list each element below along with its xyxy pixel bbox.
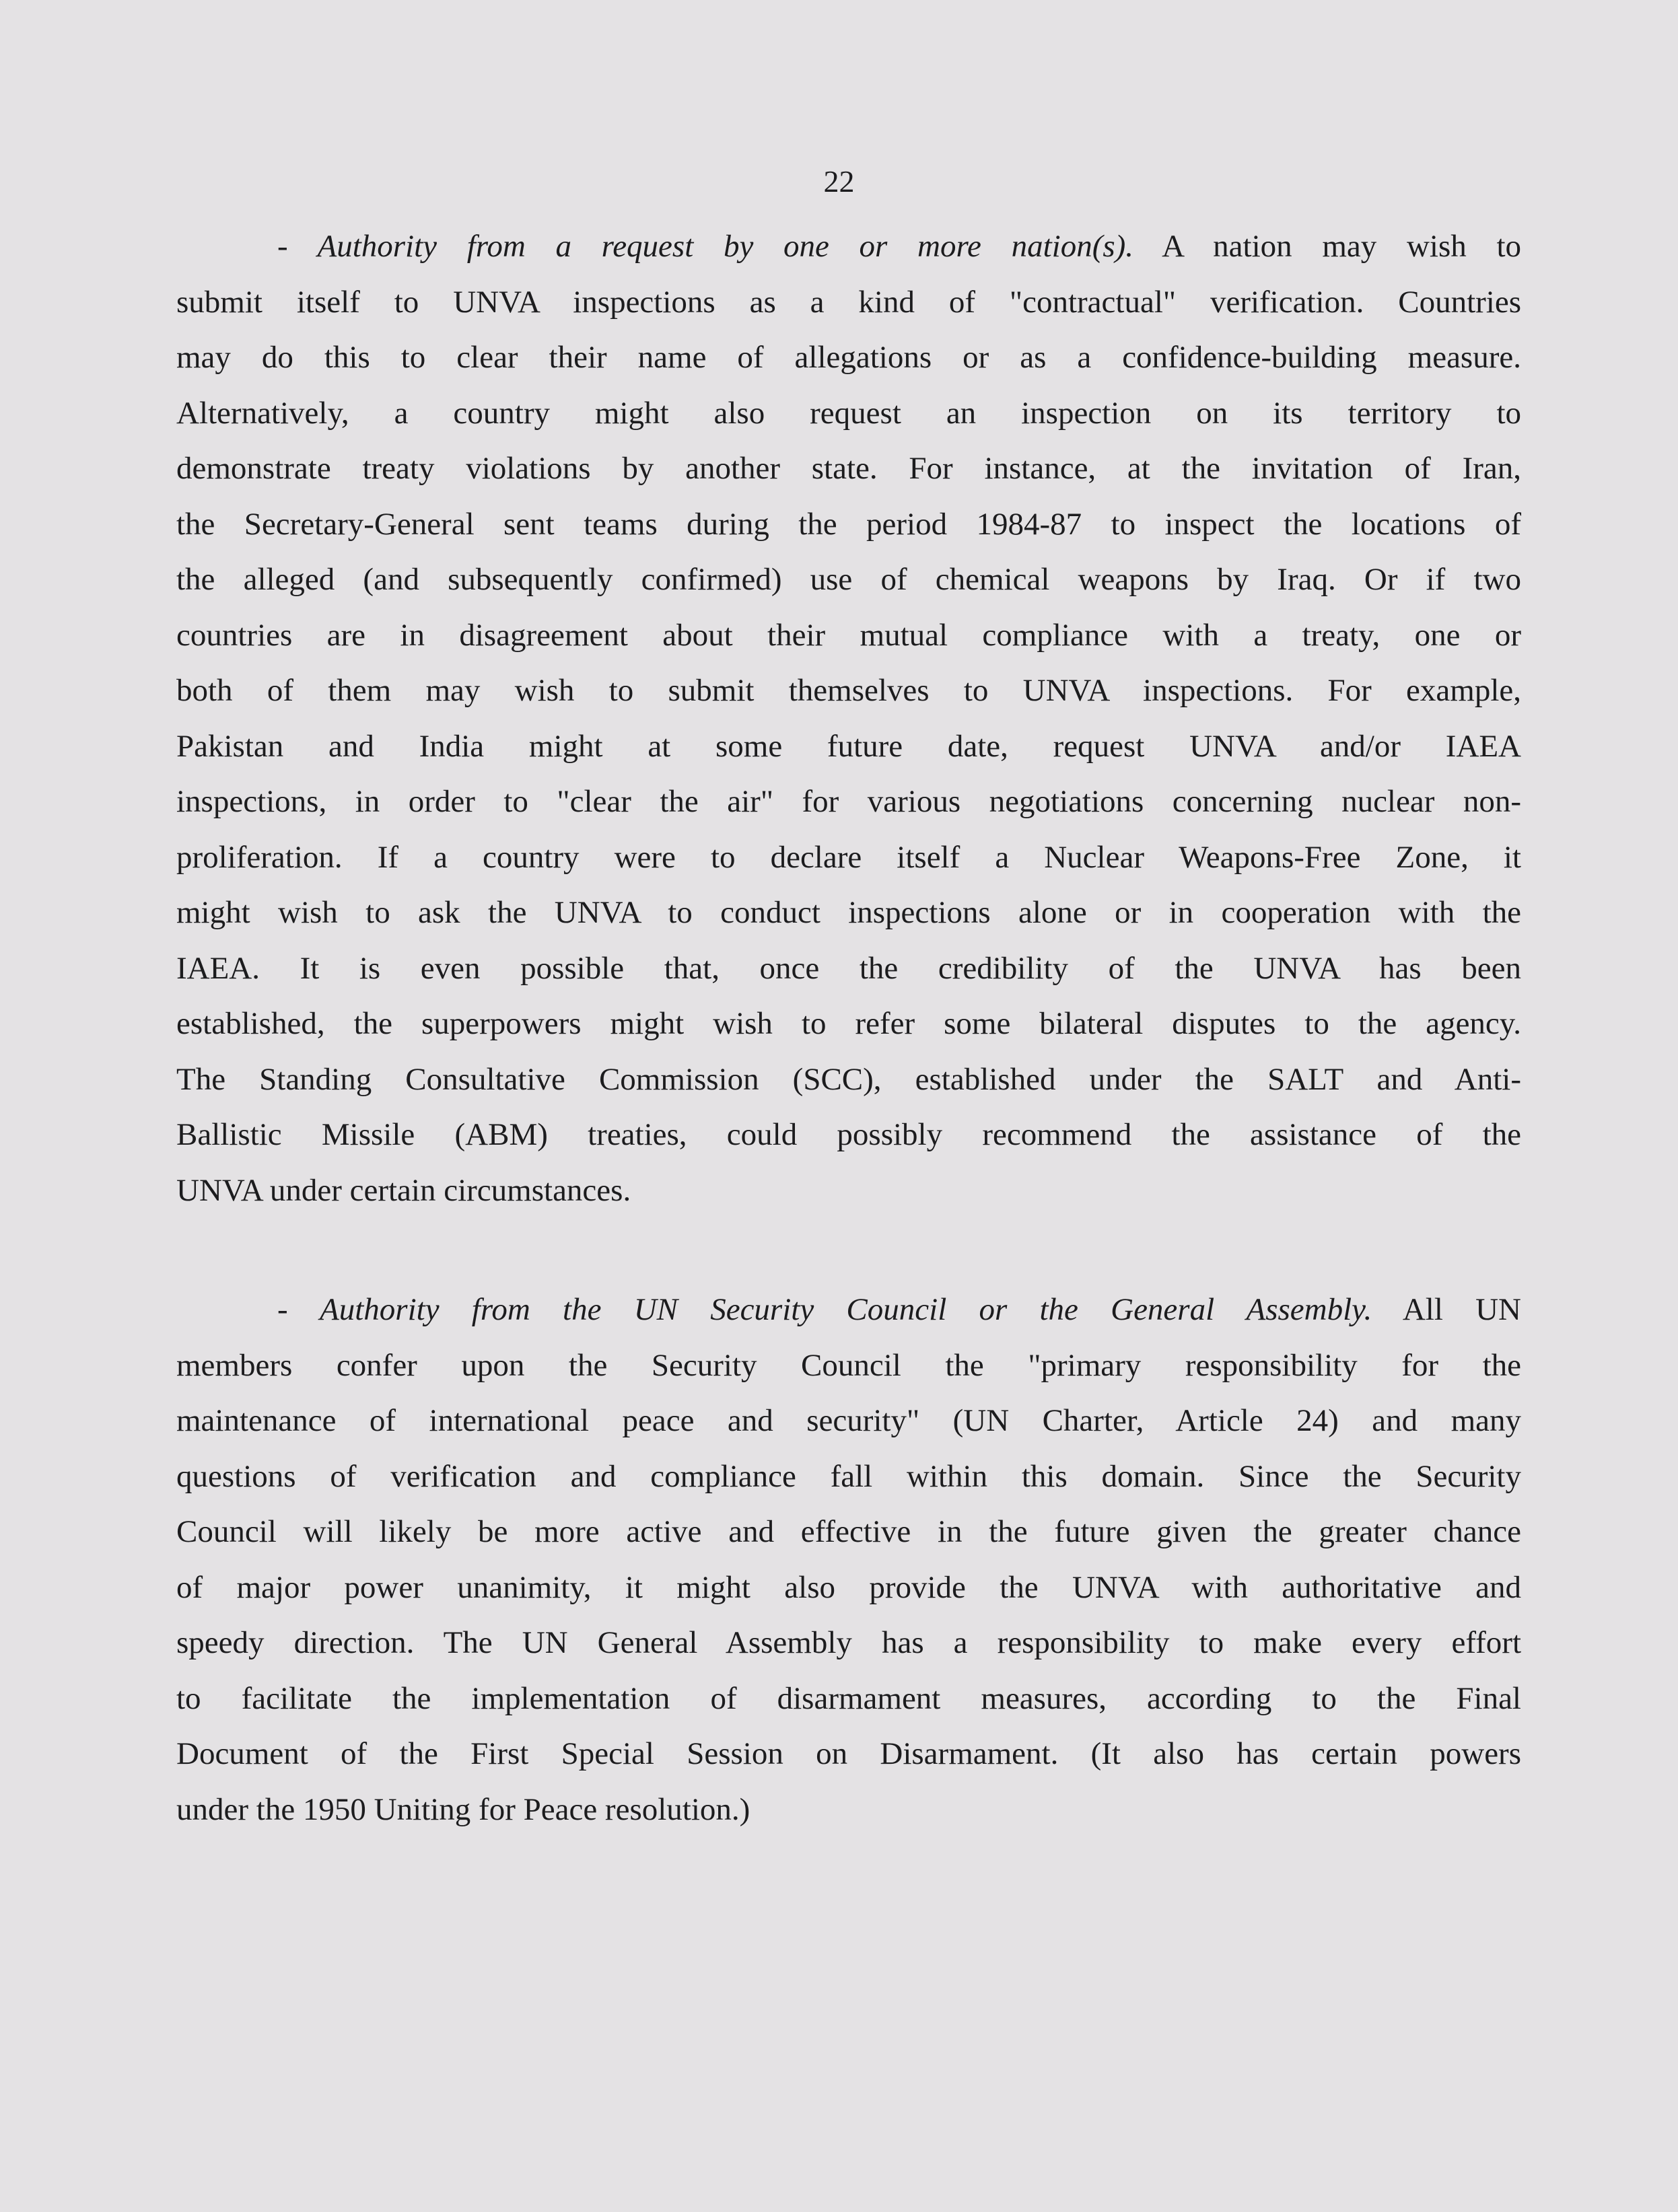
paragraph-line: both of them may wish to submit themselves to UNVA inspections. For example,	[176, 673, 1521, 708]
paragraph-line: Document of the First Special Session on Disarmament. (It also has certain powers	[176, 1736, 1521, 1771]
paragraph-first-line	[176, 1282, 1521, 1338]
paragraph-line: submit itself to UNVA inspections as a kind of "contractual" verification. Countries	[176, 284, 1521, 320]
paragraph-heading: - Authority from a request by one or more nation(s).	[277, 229, 1134, 264]
paragraph-line: UNVA under certain circumstances.	[176, 1172, 631, 1208]
paragraph-line: Ballistic Missile (ABM) treaties, could possibly recommend the assistance of the	[176, 1117, 1521, 1152]
paragraph-line: The Standing Consultative Commission (SCC), established under the SALT and Anti-	[176, 1061, 1521, 1097]
paragraph-line: established, the superpowers might wish to refer some bilateral disputes to the agency.	[176, 1006, 1521, 1041]
paragraph-line: the alleged (and subsequently confirmed) use of chemical weapons by Iraq. Or if two	[176, 562, 1521, 597]
paragraph-line: to facilitate the implementation of disarmament measures, according to the Final	[176, 1680, 1521, 1716]
paragraph-line: Alternatively, a country might also request an inspection on its territory to	[176, 395, 1521, 431]
paragraph-line: Pakistan and India might at some future date, request UNVA and/or IAEA	[176, 728, 1521, 764]
page-number: 22	[823, 164, 855, 199]
paragraph-heading: - Authority from the UN Security Council or the General Assembly.	[277, 1292, 1372, 1327]
paragraph-line: under the 1950 Uniting for Peace resolution.)	[176, 1791, 750, 1827]
paragraph-first-line	[176, 219, 1521, 275]
paragraph-line: proliferation. If a country were to declare itself a Nuclear Weapons-Free Zone, it	[176, 839, 1521, 875]
paragraph-line: maintenance of international peace and security" (UN Charter, Article 24) and many	[176, 1403, 1521, 1438]
paragraph-line: the Secretary-General sent teams during the period 1984-87 to inspect the locations of	[176, 506, 1521, 542]
paragraph-line: countries are in disagreement about their mutual compliance with a treaty, one or	[176, 617, 1521, 653]
paragraph-line: IAEA. It is even possible that, once the credibility of the UNVA has been	[176, 950, 1521, 986]
paragraph-text: All UN	[1372, 1292, 1521, 1327]
paragraph-text: A nation may wish to	[1133, 229, 1522, 264]
paragraph-line: speedy direction. The UN General Assembly has a responsibility to make every effort	[176, 1625, 1521, 1660]
paragraph-line: demonstrate treaty violations by another state. For instance, at the invitation of Iran,	[176, 451, 1521, 486]
paragraph-line: Council will likely be more active and effective in the future given the greater chance	[176, 1514, 1521, 1549]
paragraph-line: inspections, in order to "clear the air" for various negotiations concerning nuclear non-	[176, 784, 1521, 819]
paragraph-line: may do this to clear their name of allegations or as a confidence-building measure.	[176, 340, 1521, 375]
paragraph-request-authority	[176, 219, 1521, 1218]
paragraph-line: might wish to ask the UNVA to conduct inspections alone or in cooperation with the	[176, 895, 1521, 930]
paragraph-un-authority	[176, 1282, 1521, 1837]
paragraph-line: of major power unanimity, it might also provide the UNVA with authoritative and	[176, 1569, 1521, 1605]
paragraph-line: members confer upon the Security Council the "primary responsibility for the	[176, 1347, 1521, 1383]
paragraph-line: questions of verification and compliance fall within this domain. Since the Security	[176, 1458, 1521, 1494]
